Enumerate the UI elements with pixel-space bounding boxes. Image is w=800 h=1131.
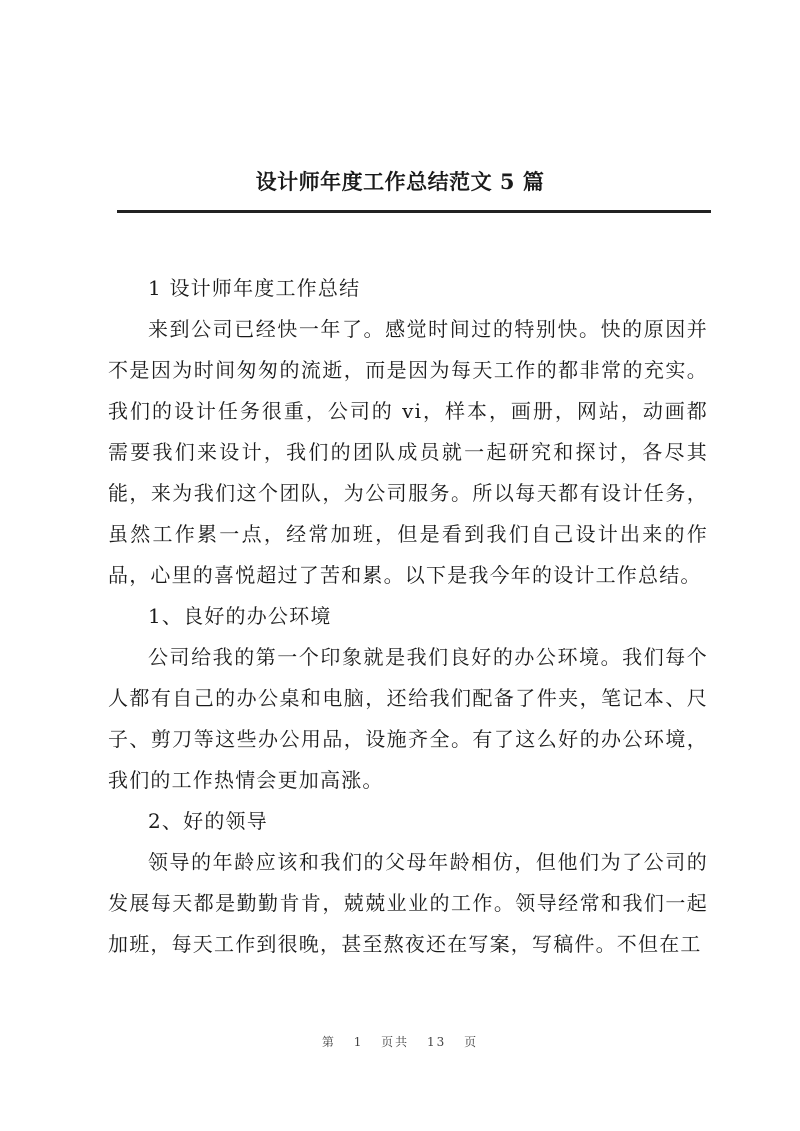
section-heading: 1 设计师年度工作总结 [148,276,361,300]
footer-suffix: 页 [464,1035,479,1049]
footer-page-number: 1 [353,1035,364,1049]
document-title: 设计师年度工作总结范文 5 篇 [255,169,545,194]
page-footer [0,1033,800,1050]
footer-middle: 页共 [381,1035,410,1049]
title-underline [117,210,711,213]
footer-prefix: 第 [321,1035,336,1049]
subsection-heading: 1、良好的办公环境 [148,604,332,628]
body-paragraph: 来到公司已经快一年了。感觉时间过的特别快。快的原因并不是因为时间匆匆的流逝，而是因为每天工作的都非常的充实。我们的设计任务很重，公司的 vi，样本，画册，网站，动画都需要我们来设计，我们的团队成员就一起研究和探讨，各尽其能，来为我们这个团队，为公司服务。所以每天都有设计任务，虽然工作累一点，经常加班，但是看到我们自己设计出来的作品，心里的喜悦超过了苦和累。以下是我今年的设计工作总结。 [108,317,708,587]
footer-total-pages: 13 [427,1035,447,1049]
document-body [108,268,708,965]
body-paragraph: 领导的年龄应该和我们的父母年龄相仿，但他们为了公司的发展每天都是勤勤肯肯，兢兢业业的工作。领导经常和我们一起加班，每天工作到很晚，甚至熬夜还在写案，写稿件。不但在工 [108,850,708,956]
body-paragraph: 公司给我的第一个印象就是我们良好的办公环境。我们每个人都有自己的办公桌和电脑，还给我们配备了件夹，笔记本、尺子、剪刀等这些办公用品，设施齐全。有了这么好的办公环境，我们的工作热情会更加高涨。 [108,645,708,792]
subsection-heading: 2、好的领导 [148,809,268,833]
